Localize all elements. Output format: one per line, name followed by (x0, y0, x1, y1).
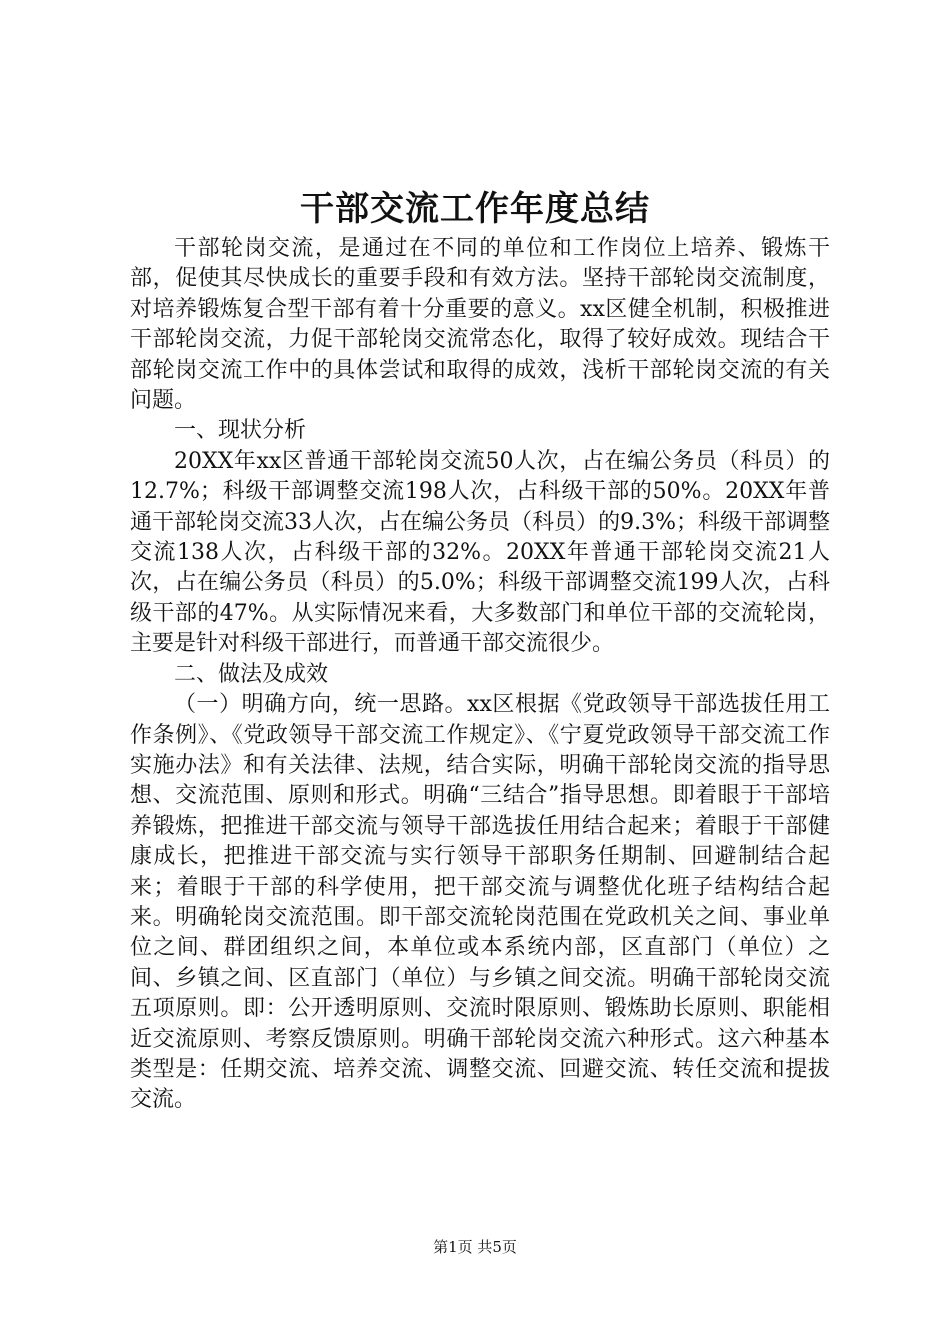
section-heading-practices: 二、做法及成效 (174, 661, 329, 687)
status-paragraph: 20XX年xx区普通干部轮岗交流50人次，占在编公务员（科员）的12.7%；科级干部调整交流198人次，占科级干部的50%。20XX年普通干部轮岗交流33人次，占在编公务员（科员）的9.3%；科级干部调整交流138人次，占科级干部的32%。20XX年普通干部轮岗交流21人次，占在编公务员（科员）的5.0%；科级干部调整交流199人次，占科级干部的47%。从实际情况来看，大多数部门和单位干部的交流轮岗，主要是针对科级干部进行，而普通干部交流很少。 (130, 448, 830, 657)
page-footer: 第1页 共5页 (433, 1238, 517, 1256)
practices-paragraph: （一）明确方向，统一思路。xx区根据《党政领导干部选拔任用工作条例》、《党政领导干部交流工作规定》、《宁夏党政领导干部交流工作实施办法》和有关法律、法规，结合实际，明确干部轮岗交流的指导思想、交流范围、原则和形式。明确“三结合”指导思想。即着眼于干部培养锻炼，把推进干部交流与领导干部选拔任用结合起来；着眼于干部健康成长，把推进干部交流与实行领导干部职务任期制、回避制结合起来；着眼于干部的科学使用，把干部交流与调整优化班子结构结合起来。明确轮岗交流范围。即干部交流轮岗范围在党政机关之间、事业单位之间、群团组织之间，本单位或本系统内部，区直部门（单位）之间、乡镇之间、区直部门（单位）与乡镇之间交流。明确干部轮岗交流五项原则。即：公开透明原则、交流时限原则、锻炼助长原则、职能相近交流原则、考察反馈原则。明确干部轮岗交流六种形式。这六种基本类型是：任期交流、培养交流、调整交流、回避交流、转任交流和提拔交流。 (130, 692, 830, 1113)
document-title: 干部交流工作年度总结 (300, 189, 650, 229)
document-body (130, 234, 830, 1116)
intro-paragraph: 干部轮岗交流，是通过在不同的单位和工作岗位上培养、锻炼干部，促使其尽快成长的重要手段和有效方法。坚持干部轮岗交流制度，对培养锻炼复合型干部有着十分重要的意义。xx区健全机制，积极推进干部轮岗交流，力促干部轮岗交流常态化，取得了较好成效。现结合干部轮岗交流工作中的具体尝试和取得的成效，浅析干部轮岗交流的有关问题。 (130, 236, 830, 414)
section-heading-status: 一、现状分析 (174, 418, 307, 444)
